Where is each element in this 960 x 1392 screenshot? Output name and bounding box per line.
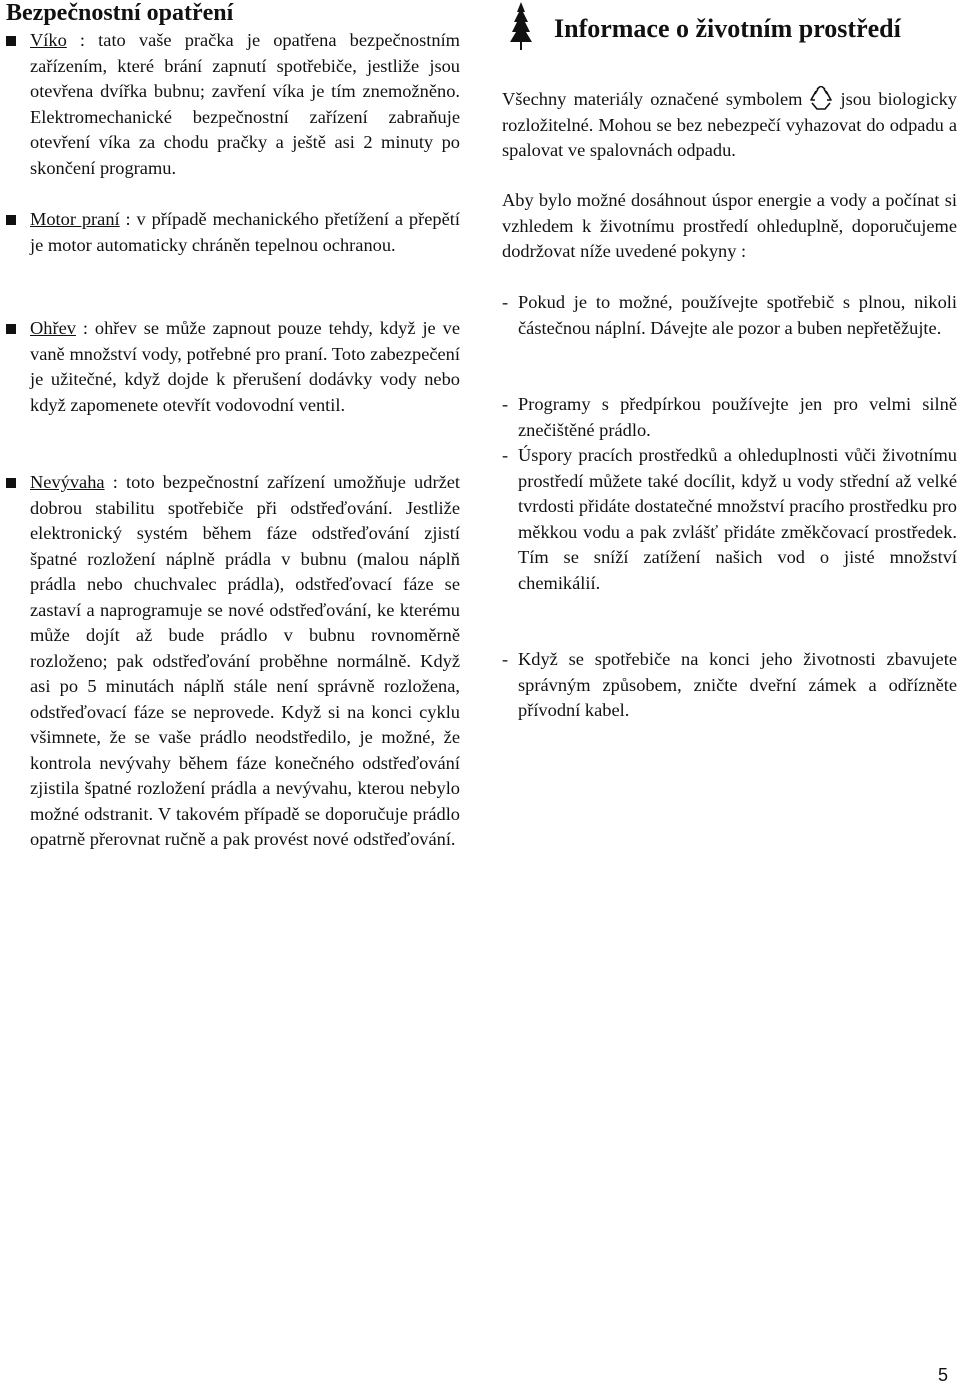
tip-item [502, 290, 957, 341]
safety-item-text [30, 28, 460, 181]
tip-text: Pokud je to možné, používejte spotřebič s plnou, nikoli částečnou náplní. Dávejte ale pozor a buben nepřetěžujte. [518, 292, 957, 338]
tip-text: Když se spotřebiče na konci jeho životnosti zbavujete správným způsobem, zničte dveřní zámek a odřízněte přívodní kabel. [518, 649, 957, 720]
tip-text: Programy s předpírkou používejte jen pro velmi silně znečištěné prádlo. [518, 394, 957, 440]
recycle-icon [808, 86, 834, 110]
safety-description: : v případě mechanického přetížení a přepětí je motor automaticky chráněn tepelnou ochranou. [30, 209, 460, 255]
safety-term: Ohřev [30, 318, 76, 338]
square-bullet-icon [6, 478, 16, 488]
dash-marker: - [502, 394, 509, 414]
tip-item [502, 392, 957, 443]
safety-description: : tato vaše pračka je opatřena bezpečnostním zařízením, které brání zapnutí spotřebiče, jestliže jsou otevřena dvířka bubnu; zavření víka je tím znemožněno. Elektromechanické bezpečnostní zařízení zabraňuje otevření víka za chodu pračky a ještě asi 2 minuty po skončení programu. [30, 30, 460, 178]
page-number: 5 [938, 1365, 949, 1385]
safety-term: Víko [30, 30, 67, 50]
safety-description: : ohřev se může zapnout pouze tehdy, když je ve vaně množství vody, potřebné pro praní. Toto zabezpečení je užitečné, když dojde k přerušení dodávky vody nebo když zapomenete otevřít vodovodní ventil. [30, 318, 460, 415]
safety-term: Nevývaha [30, 472, 105, 492]
safety-item-imbalance [6, 470, 460, 853]
tip-item [502, 647, 957, 724]
safety-term: Motor praní [30, 209, 120, 229]
savings-intro-paragraph: Aby bylo možné dosáhnout úspor energie a vody a počínat si vzhledem k životnímu prostředí ohleduplně, doporučujeme dodržovat níže uvedené pokyny : [502, 190, 957, 261]
recycling-paragraph [502, 86, 957, 164]
safety-item-text [30, 207, 460, 258]
dash-marker: - [502, 649, 509, 669]
pine-tree-icon [508, 2, 534, 50]
recycling-text-end: jsou biologicky rozložitelné. Mohou se bez nebezpečí vyhazovat do odpadu a spalovat ve spalovnách odpadu. [502, 89, 958, 160]
safety-item-lid [6, 28, 460, 181]
safety-item-text [30, 470, 460, 853]
environment-header [502, 0, 957, 60]
dash-marker: - [502, 292, 509, 312]
safety-item-motor [6, 207, 460, 258]
recycling-text-start: Všechny materiály označené symbolem [502, 89, 803, 109]
square-bullet-icon [6, 324, 16, 334]
safety-item-heating [6, 316, 460, 418]
square-bullet-icon [6, 36, 16, 46]
section-title-safety: Bezpečnostní opatření [6, 0, 234, 26]
tip-text: Úspory pracích prostředků a ohleduplnosti vůči životnímu prostředí můžete také docílit, když u vody střední až velké tvrdosti přidáte dostatečné množství pracího prostředku pro měkkou vodu a pak zvlášť přidáte změkčovací prostředek. Tím se sníží zatížení našich vod o jisté množství chemikálií. [518, 445, 957, 593]
safety-description: : toto bezpečnostní zařízení umožňuje udržet dobrou stabilitu spotřebiče při odstřeďování. Jestliže elektronický systém během fáze odstřeďování zjistí špatné rozložení náplně prádla v bubnu (malou náplň prádla nebo chuchvalec prádla), odstřeďovací fáze se zastaví a naprogramuje se nové odstřeďování, ke kterému může dojít až bude prádlo v bubnu rovnoměrně rozloženo; pak odstřeďování proběhne normálně. Když asi po 5 minutách náplň stále není správně rozložena, odstřeďovací fáze se neprovede. Když si na konci cyklu všimnete, že se vaše prádlo neodstředilo, je možné, že kontrola nevývahy během fáze konečného odstřeďování zjistila špatné rozložení prádla a nevývahu, kterou nebylo možné odstranit. V takovém případě se doporučuje prádlo opatrně přerovnat ručně a pak provést nové odstřeďování. [30, 472, 460, 849]
safety-item-text [30, 316, 460, 418]
tip-item [502, 443, 957, 596]
square-bullet-icon [6, 215, 16, 225]
section-title-environment: Informace o životním prostředí [554, 14, 901, 43]
dash-marker: - [502, 445, 509, 465]
